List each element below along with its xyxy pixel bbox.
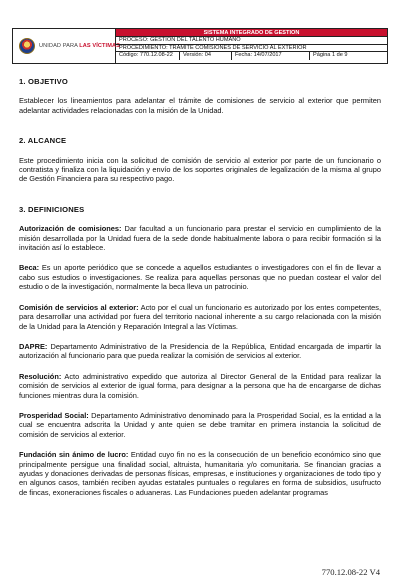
- definition-item: Resolución: Acto administrativo expedido que autoriza al Director General de la Entidad para realizar la comisión de servicios al exterior de igual forma, para designar a la persona que ha de encargarse de dichas funciones mientras dura la comisión.: [19, 371, 381, 400]
- footer-document-code: 770.12.08-22 V4: [321, 567, 380, 577]
- procedure-label: PROCEDIMIENTO: TRÁMITE COMISIONES DE SERVICIO AL EXTERIOR: [116, 45, 387, 53]
- coat-of-arms-icon: [19, 38, 35, 54]
- document-code: Código: 770.12.08-22: [116, 52, 180, 60]
- document-body: [19, 77, 381, 508]
- system-title: SISTEMA INTEGRADO DE GESTION: [116, 29, 387, 37]
- unidad-victimas-logo: [13, 29, 120, 63]
- definition-item: Beca: Es un aporte periódico que se concede a aquellos estudiantes o investigadores con el fin de llevar a cabo sus estudios o investigaciones. Se realiza para aquellas personas que no puedan costear el valor del estudio o de la investigación, normalmente la beca lleva un patrocinio.: [19, 263, 381, 292]
- definition-item: Fundación sin ánimo de lucro: Entidad cuyo fin no es la consecución de un beneficio económico sino que principalmente persigue una finalidad social, altruista, humanitaria y/o comunitaria. Se financian gracias a ayudas y donaciones derivadas de personas físicas, empresas, e instituciones y organizaciones de todo tipo y en algunos casos, también reciben ayudas estatales puntuales o regulares en forma de subsidios, usufructo de fincas, exoneraciones fiscales o aduaneras. Las Fundaciones pueden adelantar programas: [19, 450, 382, 497]
- section-objetivo-heading: 1. OBJETIVO: [19, 77, 69, 86]
- section-alcance-text: Este procedimiento inicia con la solicitud de comisión de servicio al exterior por parte de un funcionario o contratista y finaliza con la liquidación y envío de los soportes originales de legalización de la misma al grupo de Gestión Financiera para su respectivo pago.: [19, 155, 381, 184]
- page-number: Página 1 de 9: [313, 52, 348, 59]
- document-meta-row: [116, 52, 387, 60]
- definition-item: Autorización de comisiones: Dar facultad a un funcionario para prestar el servicio en cumplimiento de la misión desarrollada por la Unidad fuera de la sede donde habitualmente labora o para recibir formación si la invitación así lo establece.: [19, 224, 381, 253]
- definition-item: Comisión de servicios al exterior: Acto por el cual un funcionario es autorizado por los entes competentes, para desarrollar una actividad por fuera del territorio nacional inherente a su cargo relacionada con la misión de la Unidad para la Atención y Reparación Integral a las Víctimas.: [19, 302, 381, 331]
- document-date: Fecha: 14/07/2017: [232, 52, 310, 60]
- document-version: Versión: 04: [180, 52, 232, 60]
- section-objetivo-text: Establecer los lineamientos para adelantar el trámite de comisiones de servicio al exterior que permiten adelantar actividades relacionadas con la misión de la Unidad.: [19, 96, 381, 115]
- document-header: [12, 28, 388, 64]
- section-definiciones-heading: 3. DEFINICIONES: [19, 204, 85, 214]
- logo-text: UNIDAD PARA LAS VÍCTIMAS: [39, 43, 120, 49]
- process-label: PROCESO: GESTIÓN DEL TALENTO HUMANO: [116, 37, 387, 45]
- section-alcance-heading: 2. ALCANCE: [19, 136, 67, 146]
- definition-item: Prosperidad Social: Departamento Administrativo denominado para la Prosperidad Social, es la entidad a la cual se encuentra adscrita la Unidad y ante quien se debe tramitar en primera instancia la solicitud de comisión de servicios al exterior.: [19, 410, 381, 439]
- definition-item: DAPRE: Departamento Administrativo de la Presidencia de la República, Entidad encargada de impartir la autorización al funcionario para que pueda realizar la comisión de servicios al exterior.: [19, 341, 381, 361]
